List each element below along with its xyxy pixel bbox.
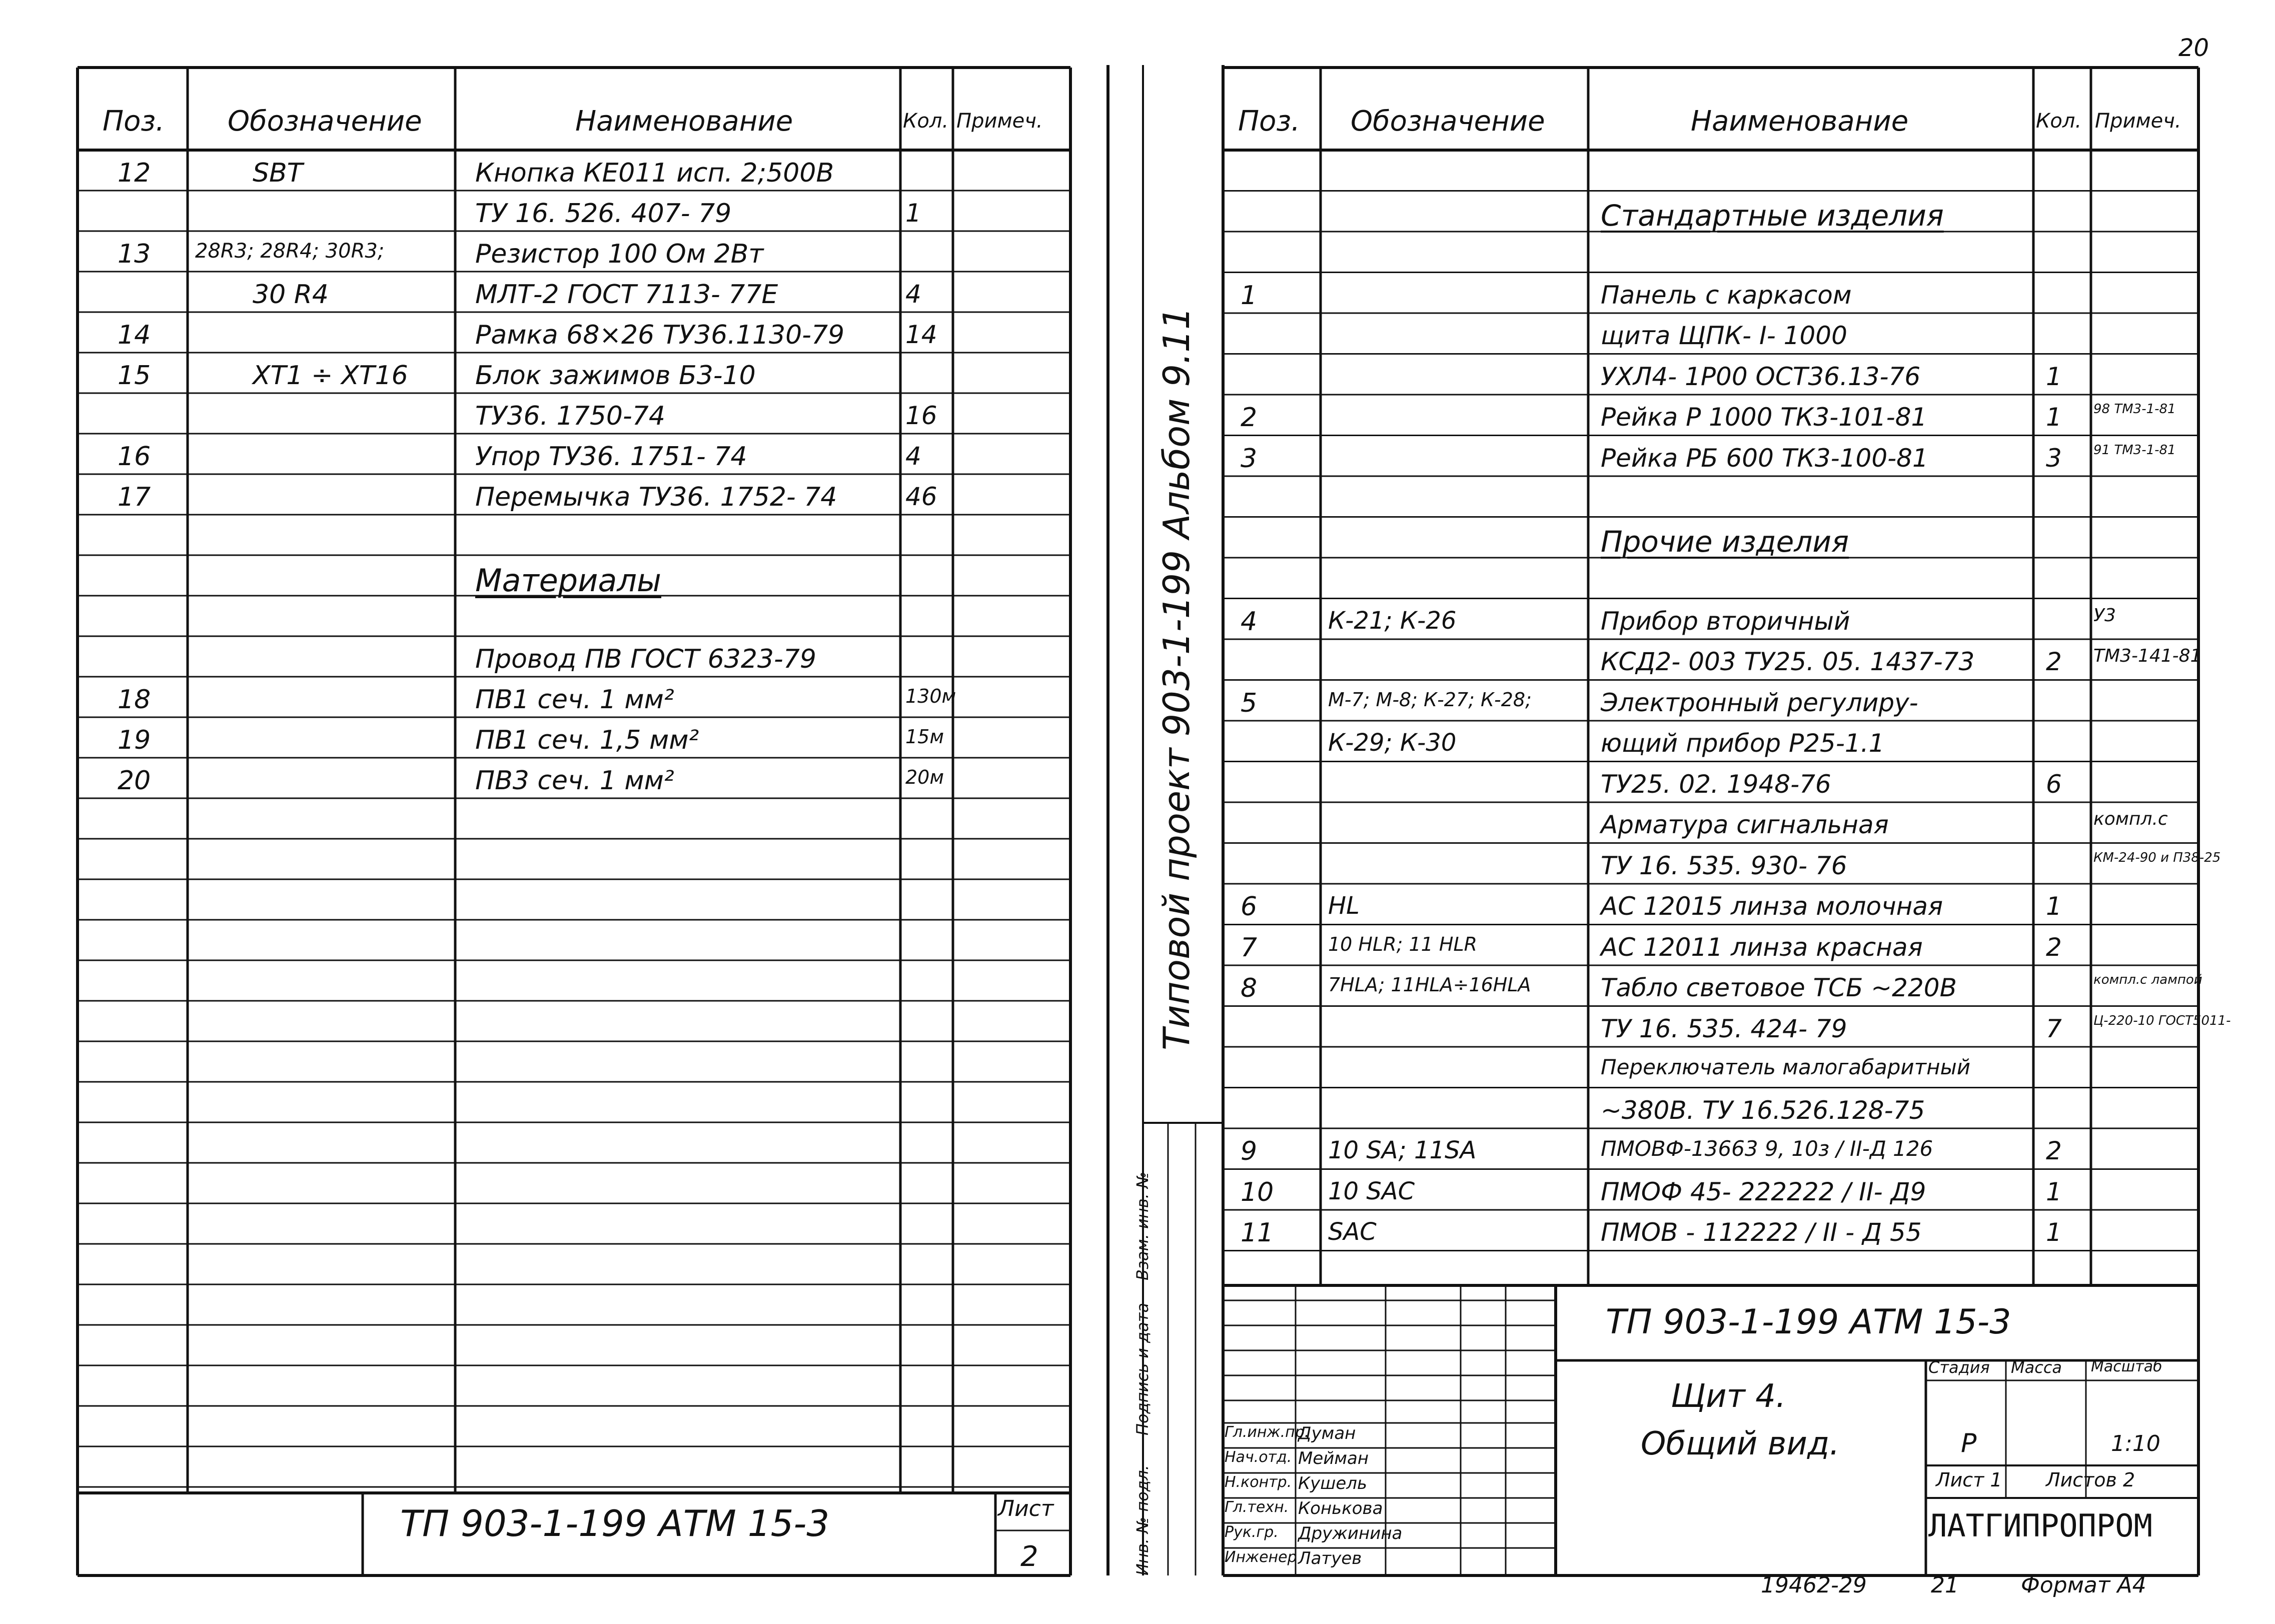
- left-row-name: Упор ТУ36. 1751- 74: [475, 442, 747, 472]
- right-row-designation: 10 HLR; 11 HLR: [1328, 933, 1478, 955]
- tb-role: Нач.отд.: [1225, 1448, 1292, 1466]
- left-row-pos: 12: [118, 158, 151, 188]
- left-row-designation: 28R3; 28R4; 30R3;: [195, 240, 385, 263]
- left-row-name: Провод ПВ ГОСТ 6323-79: [475, 644, 816, 674]
- right-row-qty: 1: [2046, 1177, 2062, 1206]
- left-row-qty: 1: [905, 199, 921, 228]
- tb-sheets: Листов 2: [2046, 1469, 2135, 1491]
- right-row-name: ТУ25. 02. 1948-76: [1601, 769, 1831, 799]
- right-row-qty: 3: [2046, 443, 2062, 473]
- right-row-note: 91 ТМ3-1-81: [2093, 442, 2176, 458]
- left-row-name: Резистор 100 Ом 2Вт: [475, 239, 764, 269]
- left-row-name: ПВ1 сеч. 1,5 мм²: [475, 725, 699, 755]
- left-row-name: Перемычка ТУ36. 1752- 74: [475, 482, 837, 512]
- right-row-name: УХЛ4- 1Р00 ОСТ36.13-76: [1601, 362, 1921, 391]
- tb-scale: 1:10: [2111, 1431, 2160, 1456]
- right-row-note: Ц-220-10 ГОСТ5011-: [2093, 1013, 2231, 1028]
- left-row-qty: 4: [905, 442, 921, 471]
- right-row-pos: 11: [1241, 1218, 1274, 1248]
- right-row-note: ТМ3-141-81: [2093, 646, 2202, 666]
- left-row-pos: 18: [118, 685, 151, 715]
- tb-role: Гл.техн.: [1225, 1498, 1289, 1516]
- left-row-pos: 14: [118, 320, 151, 350]
- left-row-qty: 130м: [905, 685, 956, 707]
- right-row-name: Арматура сигнальная: [1601, 810, 1889, 839]
- right-row-name: АС 12015 линза молочная: [1601, 892, 1943, 921]
- tb-role: Инженер: [1225, 1548, 1297, 1566]
- left-row-name: Материалы: [475, 562, 661, 599]
- tb-title2: Общий вид.: [1641, 1425, 1840, 1462]
- right-row-note: компл.с лампой: [2093, 972, 2202, 987]
- tb-name: Кушель: [1298, 1473, 1368, 1493]
- tb-stage: Р: [1961, 1428, 1977, 1458]
- tb-scale-label: Масштаб: [2091, 1358, 2162, 1375]
- right-row-designation: 10 SAC: [1328, 1177, 1415, 1205]
- left-sheet-label: Лист: [998, 1496, 1054, 1521]
- left-row-designation: 30 R4: [253, 280, 329, 310]
- right-row-qty: 7: [2046, 1014, 2062, 1043]
- right-row-designation: К-21; К-26: [1328, 606, 1457, 635]
- tb-name: Думан: [1298, 1423, 1356, 1443]
- right-row-designation: 10 SA; 11SA: [1328, 1136, 1477, 1164]
- left-row-name: ТУ 16. 526. 407- 79: [475, 199, 732, 229]
- right-row-name: ТУ 16. 535. 930- 76: [1601, 851, 1847, 880]
- right-row-note: КМ-24-90 и П38-25: [2093, 850, 2221, 865]
- right-row-name: Панель с каркасом: [1601, 280, 1852, 310]
- tb-sheet: Лист 1: [1936, 1469, 2002, 1491]
- left-row-qty: 15м: [905, 726, 944, 748]
- left-row-qty: 46: [905, 482, 937, 511]
- tb-name: Латуев: [1298, 1548, 1362, 1568]
- right-row-designation: SAC: [1328, 1218, 1377, 1246]
- right-row-designation: 7HLA; 11HLA÷16HLA: [1328, 974, 1531, 996]
- right-row-pos: 6: [1241, 892, 1258, 922]
- right-row-pos: 7: [1241, 932, 1258, 963]
- right-row-name: Рейка Р 1000 ТК3-101-81: [1601, 403, 1927, 432]
- right-row-note: У3: [2093, 605, 2116, 626]
- right-row-name: ~380В. ТУ 16.526.128-75: [1601, 1095, 1925, 1125]
- right-row-qty: 1: [2046, 403, 2062, 432]
- right-row-name: Переключатель малогабаритный: [1601, 1055, 1971, 1079]
- left-row-pos: 15: [118, 361, 151, 391]
- spine-sign: Подпись и дата: [1133, 1302, 1152, 1435]
- right-row-name: ющий прибор Р25-1.1: [1601, 729, 1885, 758]
- right-row-pos: 5: [1241, 688, 1258, 718]
- left-header-qty: Кол.: [903, 110, 949, 133]
- left-header-pos: Поз.: [103, 105, 165, 138]
- footer-format: Формат А4: [2021, 1572, 2146, 1598]
- left-sheet-number: 2: [1020, 1540, 1038, 1573]
- left-row-qty: 4: [905, 280, 921, 309]
- tb-stage-label: Стадия: [1928, 1358, 1990, 1377]
- right-row-designation: HL: [1328, 892, 1360, 920]
- tb-mass-label: Масса: [2011, 1358, 2062, 1377]
- footer-doc: 19462-29: [1761, 1572, 1867, 1598]
- left-row-pos: 17: [118, 482, 151, 512]
- right-row-designation: К-29; К-30: [1328, 729, 1457, 757]
- left-row-name: Кнопка КЕ011 исп. 2;500В: [475, 158, 834, 188]
- right-row-name: АС 12011 линза красная: [1601, 932, 1923, 962]
- right-row-pos: 8: [1241, 973, 1258, 1003]
- right-header-name: Наименование: [1691, 105, 1909, 138]
- left-row-qty: 20м: [905, 766, 944, 788]
- right-row-pos: 10: [1241, 1177, 1274, 1207]
- right-row-name: Табло световое ТСБ ~220В: [1601, 973, 1957, 1002]
- left-row-name: ТУ36. 1750-74: [475, 401, 665, 431]
- tb-name: Мейман: [1298, 1448, 1369, 1468]
- right-row-pos: 3: [1241, 443, 1258, 474]
- right-row-note: компл.с: [2093, 809, 2168, 829]
- right-row-pos: 2: [1241, 403, 1258, 433]
- left-stamp-code: ТП 903-1-199 АТМ 15-3: [400, 1502, 830, 1544]
- right-row-pos: 4: [1241, 606, 1258, 637]
- tb-role: Гл.инж.пр.: [1225, 1423, 1310, 1441]
- right-row-name: ПМОВ - 112222 / II - Д 55: [1601, 1218, 1922, 1247]
- right-header-qty: Кол.: [2036, 110, 2082, 133]
- right-row-pos: 1: [1241, 280, 1258, 311]
- left-row-name: Блок зажимов Б3-10: [475, 361, 756, 391]
- right-header-designation: Обозначение: [1351, 105, 1545, 138]
- right-row-designation: М-7; М-8; К-27; К-28;: [1328, 688, 1532, 711]
- footer-mid: 21: [1931, 1572, 1959, 1598]
- left-row-pos: 20: [118, 766, 151, 796]
- tb-role: Н.контр.: [1225, 1473, 1292, 1491]
- right-row-name: ПМОВФ-13663 9, 10з / II-Д 126: [1601, 1136, 1933, 1161]
- tb-name: Дружинина: [1298, 1523, 1403, 1543]
- spine-inv: Инв. № подл.: [1133, 1465, 1152, 1575]
- left-header-name: Наименование: [575, 105, 793, 138]
- right-row-pos: 9: [1241, 1136, 1258, 1166]
- right-row-name: Электронный регулиру-: [1601, 688, 1918, 717]
- right-row-name: КСД2- 003 ТУ25. 05. 1437-73: [1601, 647, 1975, 676]
- right-row-name: Рейка РБ 600 ТК3-100-81: [1601, 443, 1928, 473]
- right-row-qty: 2: [2046, 1136, 2062, 1165]
- right-header-note: Примеч.: [2095, 110, 2181, 133]
- right-row-name: Стандартные изделия: [1601, 198, 1944, 233]
- left-row-name: ПВ3 сеч. 1 мм²: [475, 766, 674, 796]
- left-row-name: ПВ1 сеч. 1 мм²: [475, 685, 674, 715]
- left-header-designation: Обозначение: [228, 105, 422, 138]
- left-row-pos: 13: [118, 239, 151, 269]
- tb-name: Конькова: [1298, 1498, 1383, 1518]
- tb-code: ТП 903-1-199 АТМ 15-3: [1606, 1302, 2011, 1342]
- right-row-qty: 1: [2046, 1218, 2062, 1247]
- right-row-qty: 1: [2046, 892, 2062, 921]
- tb-role: Рук.гр.: [1225, 1523, 1279, 1541]
- tb-title1: Щит 4.: [1671, 1378, 1786, 1415]
- right-row-qty: 2: [2046, 647, 2062, 676]
- right-row-name: ТУ 16. 535. 424- 79: [1601, 1014, 1847, 1043]
- right-row-qty: 1: [2046, 362, 2062, 391]
- right-row-qty: 6: [2046, 769, 2062, 799]
- spine-title: Типовой проект 903-1-199 Альбом 9.11: [1156, 307, 1198, 1050]
- left-row-pos: 16: [118, 442, 151, 472]
- left-row-designation: XT1 ÷ XT16: [253, 361, 408, 391]
- right-row-name: щита ЩПК- I- 1000: [1601, 321, 1847, 350]
- left-header-note: Примеч.: [956, 110, 1043, 133]
- right-row-name: ПМОФ 45- 222222 / II- Д9: [1601, 1177, 1926, 1206]
- left-row-name: МЛТ-2 ГОСТ 7113- 77Е: [475, 280, 778, 310]
- left-row-designation: SBT: [253, 158, 303, 188]
- tb-org: ЛАТГИПРОПРОМ: [1928, 1507, 2152, 1544]
- left-row-qty: 16: [905, 401, 937, 430]
- spine-inv-replace: Взам. инв. №: [1133, 1171, 1152, 1280]
- left-row-name: Рамка 68×26 ТУ36.1130-79: [475, 320, 845, 350]
- right-row-name: Прочие изделия: [1601, 524, 1849, 559]
- left-row-qty: 14: [905, 320, 937, 349]
- right-header-pos: Поз.: [1238, 105, 1300, 138]
- right-row-name: Прибор вторичный: [1601, 606, 1850, 636]
- page-number: 20: [2178, 34, 2209, 62]
- right-row-qty: 2: [2046, 932, 2062, 962]
- right-row-note: 98 ТМ3-1-81: [2093, 402, 2176, 417]
- left-row-pos: 19: [118, 725, 151, 755]
